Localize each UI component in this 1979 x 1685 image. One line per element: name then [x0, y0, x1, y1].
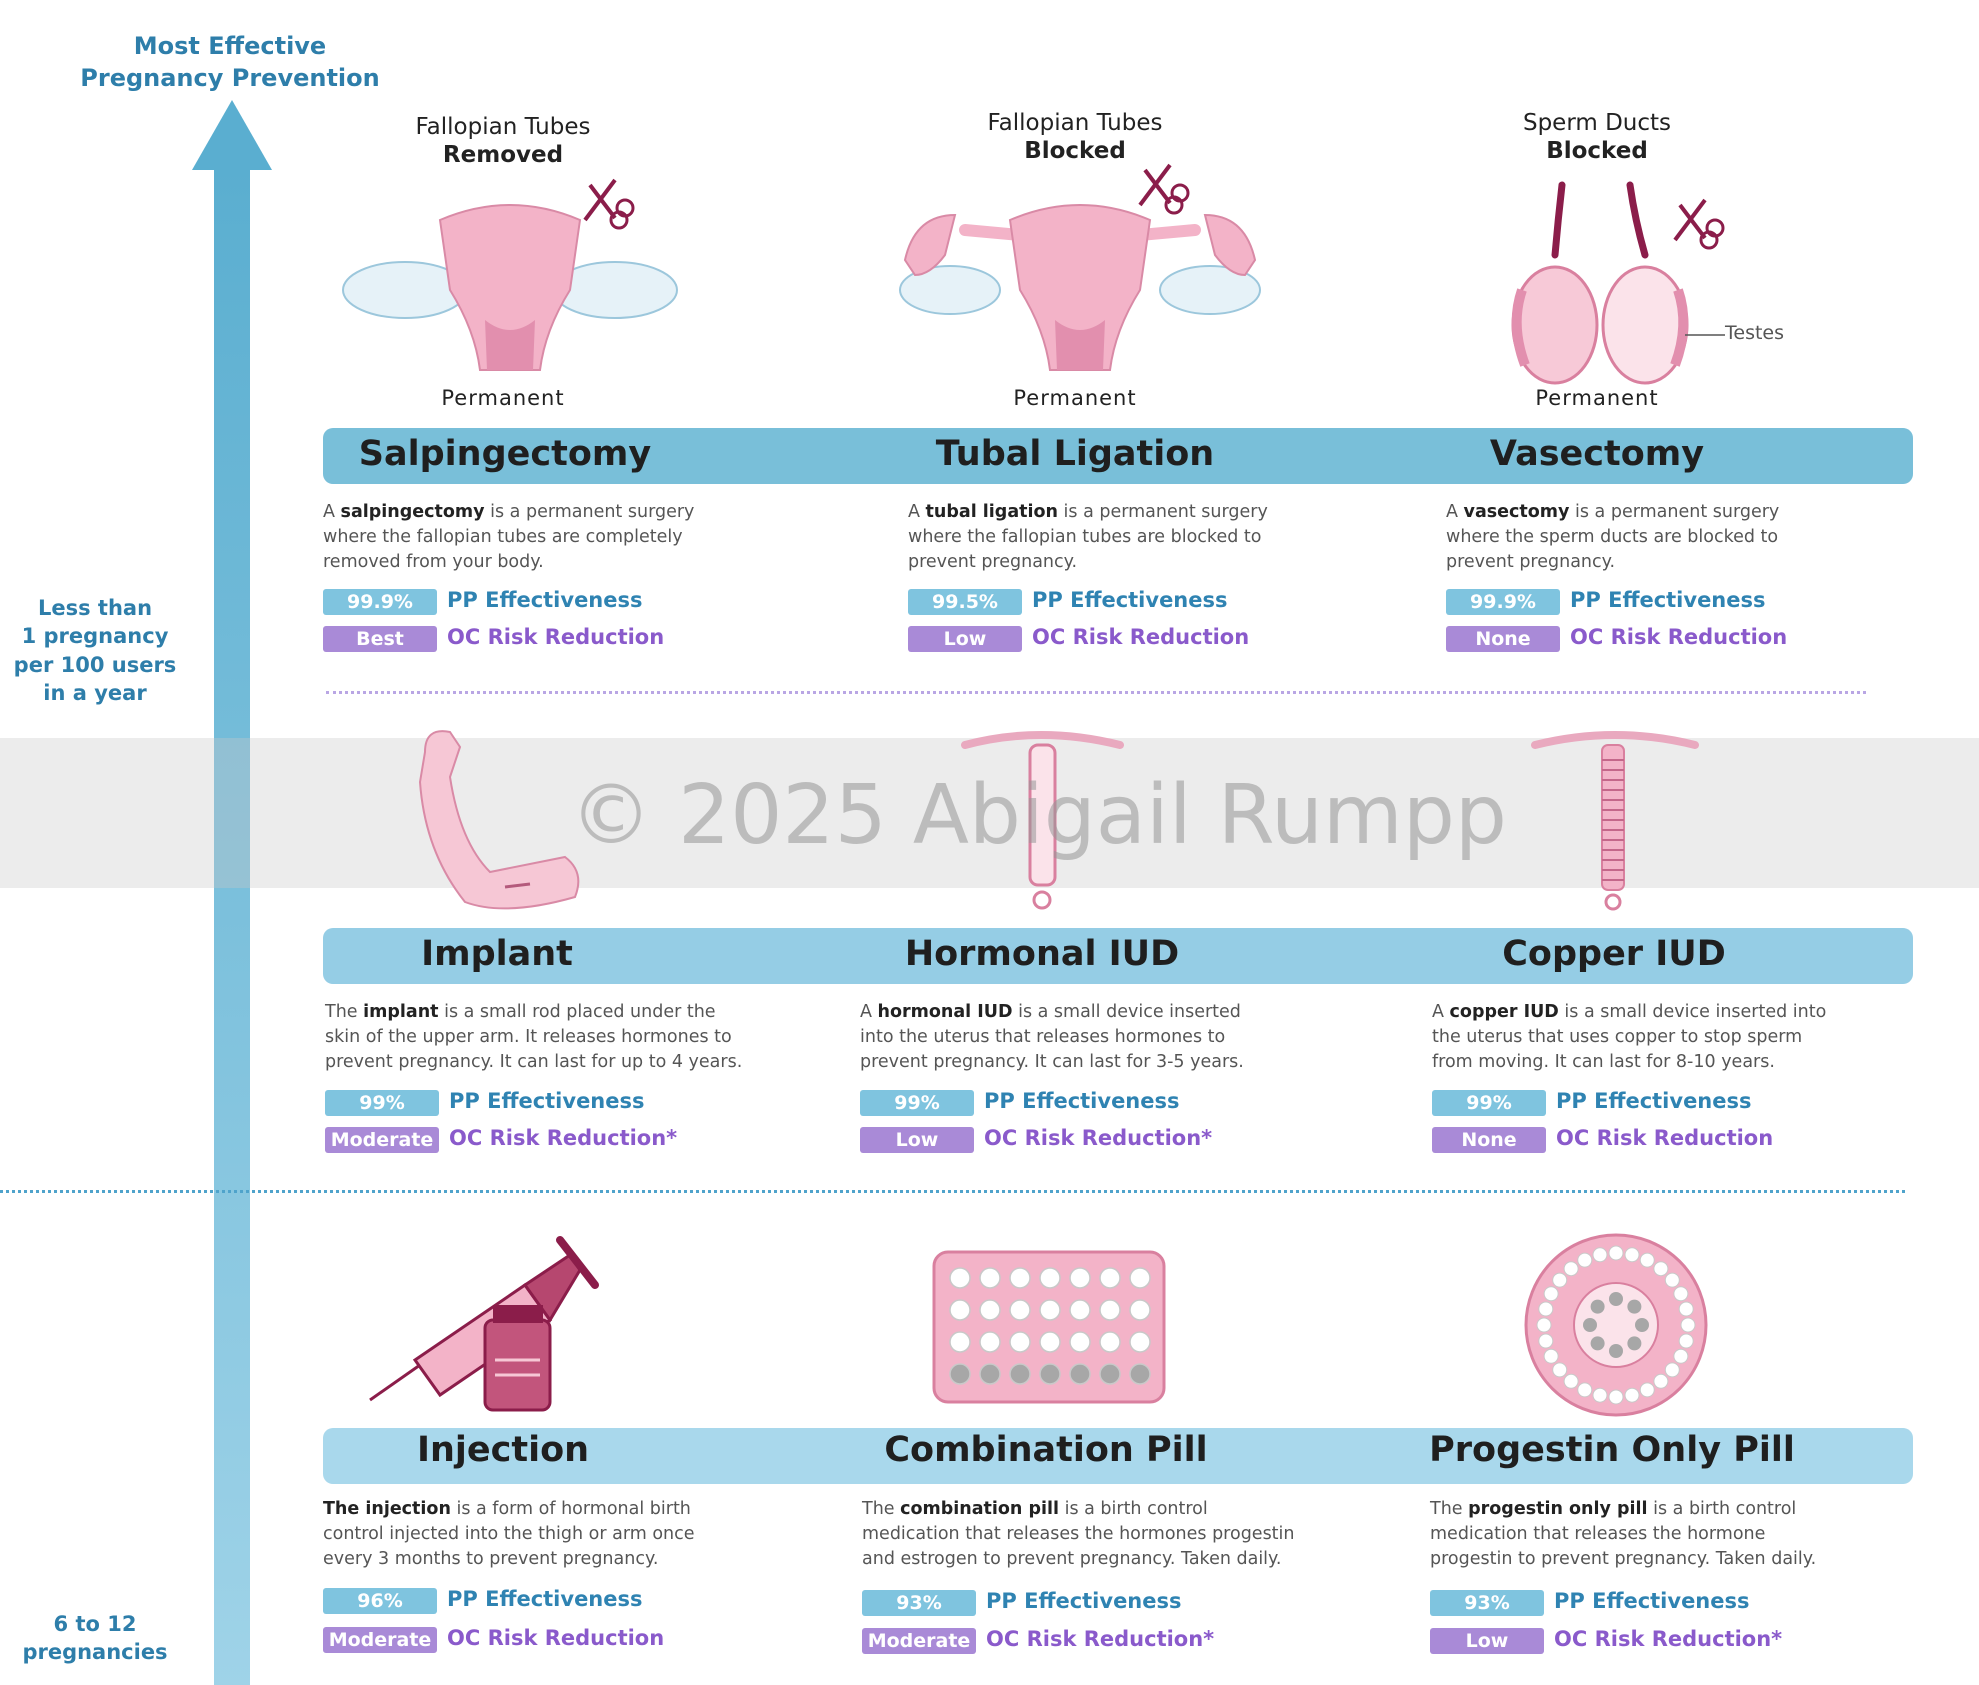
desc-term: The injection — [323, 1499, 451, 1519]
copper-iud-description — [1432, 1000, 1832, 1075]
oc-label: OC Risk Reduction — [1032, 625, 1250, 649]
effectiveness-tier-divider — [0, 1190, 1905, 1193]
dial-pill — [1654, 1262, 1668, 1276]
tubal-ligation-description — [908, 500, 1288, 575]
caption-line1: Sperm Ducts — [1522, 110, 1672, 136]
active-pill — [1070, 1332, 1090, 1352]
pp-value-badge: 99.9% — [323, 589, 437, 615]
desc-prefix: A — [908, 502, 926, 522]
active-pill — [1100, 1300, 1120, 1320]
row1-divider — [326, 691, 1866, 694]
oc-label: OC Risk Reduction* — [449, 1126, 678, 1150]
method-name-salpingectomy: Salpingectomy — [358, 434, 652, 474]
vasectomy-description — [1446, 500, 1826, 575]
oc-value-badge: Low — [1430, 1628, 1544, 1654]
axis-bottom-label — [10, 1610, 180, 1667]
dial-inner-pill — [1591, 1336, 1605, 1350]
oc-value-badge: Low — [908, 626, 1022, 652]
desc-body: is a form of hormonal birth control injected into the thigh or arm once every 3 months to prevent pregnancy. — [323, 1499, 695, 1569]
injection-description — [323, 1497, 743, 1572]
uterus-tubes-removed-illustration — [335, 170, 695, 380]
oc-value-badge: Moderate — [323, 1627, 437, 1653]
desc-body: is a permanent surgery where the fallopian tubes are blocked to prevent pregnancy. — [908, 502, 1268, 572]
dial-pill — [1625, 1388, 1639, 1402]
scissors-icon — [585, 180, 633, 228]
active-pill — [1100, 1332, 1120, 1352]
dial-pill — [1553, 1363, 1567, 1377]
active-pill — [1100, 1268, 1120, 1288]
dial-pill — [1564, 1374, 1578, 1388]
testes-ducts-blocked-illustration — [1500, 180, 1730, 380]
pp-label: PP Effectiveness — [984, 1089, 1180, 1113]
pp-label: PP Effectiveness — [447, 1587, 643, 1611]
pp-value-badge: 93% — [1430, 1590, 1544, 1616]
desc-body: is a permanent surgery where the fallopian tubes are completely removed from your body. — [323, 502, 695, 572]
dial-pill — [1578, 1253, 1592, 1267]
desc-prefix: A — [1432, 1002, 1450, 1022]
desc-term: salpingectomy — [340, 502, 485, 522]
method-name-vasectomy: Vasectomy — [1489, 434, 1705, 474]
dial-pill — [1553, 1273, 1567, 1287]
active-pill — [950, 1332, 970, 1352]
oc-label: OC Risk Reduction — [447, 1626, 665, 1650]
permanent-label: Permanent — [1535, 386, 1659, 410]
desc-body: is a small device inserted into the uterus that uses copper to stop sperm from moving. It can last for 8-10 years. — [1432, 1002, 1827, 1072]
dial-inner-pill — [1609, 1344, 1623, 1358]
salpingectomy-description — [323, 500, 743, 575]
uterus-tubes-blocked-illustration — [895, 165, 1265, 380]
desc-term: hormonal IUD — [877, 1002, 1013, 1022]
dial-pill — [1640, 1253, 1654, 1267]
oc-value-badge: Best — [323, 626, 437, 652]
pp-value-badge: 99% — [1432, 1090, 1546, 1116]
desc-prefix: A — [323, 502, 341, 522]
salpingectomy-caption — [353, 114, 653, 169]
axis-bottom-line1: 6 to 12 — [53, 1612, 137, 1636]
active-pill — [1130, 1268, 1150, 1288]
pp-value-badge: 93% — [862, 1590, 976, 1616]
desc-prefix: The — [1430, 1499, 1469, 1519]
dial-pill — [1679, 1334, 1693, 1348]
active-pill — [980, 1332, 1000, 1352]
oc-value-badge: None — [1432, 1127, 1546, 1153]
axis-top-line2: Pregnancy Prevention — [80, 64, 380, 93]
desc-body: is a small device inserted into the uterus that releases hormones to prevent pregnancy. It can last for 3-5 years. — [860, 1002, 1244, 1072]
pp-label: PP Effectiveness — [447, 588, 643, 612]
dial-pill — [1537, 1318, 1551, 1332]
arm-implant-illustration — [405, 722, 595, 912]
method-name-implant: Implant — [421, 934, 573, 974]
dial-inner-pill — [1609, 1292, 1623, 1306]
desc-prefix: A — [860, 1002, 878, 1022]
method-name-tubal-ligation: Tubal Ligation — [935, 434, 1215, 474]
dial-inner-pill — [1591, 1300, 1605, 1314]
pp-value-badge: 99% — [325, 1090, 439, 1116]
axis-mid-line4: in a year — [43, 681, 147, 706]
active-pill — [1040, 1332, 1060, 1352]
placebo-pill — [1010, 1364, 1030, 1384]
scissors-icon — [1140, 165, 1188, 213]
dial-pill — [1654, 1374, 1668, 1388]
dial-pill — [1681, 1318, 1695, 1332]
caption-line2: Blocked — [1024, 137, 1126, 164]
active-pill — [1010, 1268, 1030, 1288]
active-pill — [980, 1300, 1000, 1320]
dial-pill — [1544, 1349, 1558, 1363]
oc-value-badge: Moderate — [862, 1628, 976, 1654]
pp-value-badge: 99.9% — [1446, 589, 1560, 615]
dial-pill — [1578, 1383, 1592, 1397]
dial-pill — [1665, 1273, 1679, 1287]
dial-pill — [1609, 1246, 1623, 1260]
active-pill — [950, 1268, 970, 1288]
placebo-pill — [1040, 1364, 1060, 1384]
caption-line1: Fallopian Tubes — [987, 110, 1163, 136]
axis-mid-line3: per 100 users — [13, 652, 177, 677]
active-pill — [950, 1300, 970, 1320]
desc-prefix: The — [325, 1002, 364, 1022]
pp-value-badge: 96% — [323, 1588, 437, 1614]
dial-pill — [1564, 1262, 1578, 1276]
implant-description — [325, 1000, 745, 1075]
oc-value-badge: Low — [860, 1127, 974, 1153]
oc-label: OC Risk Reduction* — [984, 1126, 1213, 1150]
dial-pill — [1544, 1287, 1558, 1301]
oc-label: OC Risk Reduction — [1570, 625, 1788, 649]
desc-term: copper IUD — [1449, 1002, 1559, 1022]
vasectomy-caption — [1447, 110, 1747, 165]
axis-top-label — [60, 30, 400, 95]
axis-mid-line2: 1 pregnancy — [21, 624, 169, 649]
pp-label: PP Effectiveness — [1554, 1589, 1750, 1613]
caption-line2: Blocked — [1546, 137, 1648, 164]
scissors-icon — [1675, 200, 1723, 248]
progestin-only-pill-description — [1430, 1497, 1830, 1572]
placebo-pill — [1130, 1364, 1150, 1384]
dial-pill — [1539, 1334, 1553, 1348]
method-name-injection: Injection — [416, 1430, 590, 1470]
active-pill — [1130, 1332, 1150, 1352]
method-name-combination-pill: Combination Pill — [884, 1430, 1208, 1470]
axis-top-line1: Most Effective — [133, 32, 327, 60]
active-pill — [1040, 1268, 1060, 1288]
desc-term: combination pill — [900, 1499, 1060, 1519]
oc-label: OC Risk Reduction* — [986, 1627, 1215, 1651]
axis-mid-line1: Less than — [37, 596, 153, 620]
dial-inner-pill — [1635, 1318, 1649, 1332]
dial-pill — [1609, 1390, 1623, 1404]
active-pill — [1010, 1332, 1030, 1352]
oc-value-badge: Moderate — [325, 1127, 439, 1153]
method-name-hormonal-iud: Hormonal IUD — [904, 934, 1180, 974]
placebo-pill — [980, 1364, 1000, 1384]
permanent-label: Permanent — [441, 386, 565, 410]
oc-label: OC Risk Reduction* — [1554, 1627, 1783, 1651]
combination-pill-pack-illustration — [932, 1250, 1167, 1405]
active-pill — [1130, 1300, 1150, 1320]
dial-pill — [1674, 1287, 1688, 1301]
placebo-pill — [1070, 1364, 1090, 1384]
tubal-ligation-caption — [925, 110, 1225, 165]
oc-value-badge: None — [1446, 626, 1560, 652]
combination-pill-description — [862, 1497, 1302, 1572]
method-name-progestin-only-pill: Progestin Only Pill — [1429, 1430, 1795, 1470]
pp-label: PP Effectiveness — [1556, 1089, 1752, 1113]
copyright-watermark: © 2025 Abigail Rumpp — [570, 768, 1507, 863]
injection-syringe-illustration — [365, 1225, 605, 1415]
caption-line1: Fallopian Tubes — [415, 114, 591, 140]
dial-inner-pill — [1583, 1318, 1597, 1332]
desc-term: tubal ligation — [925, 502, 1058, 522]
testes-label: Testes — [1725, 322, 1785, 344]
desc-body: is a birth control medication that releases the hormones progestin and estrogen to prevent pregnancy. Taken daily. — [862, 1499, 1295, 1569]
pp-label: PP Effectiveness — [986, 1589, 1182, 1613]
desc-body: is a permanent surgery where the sperm ducts are blocked to prevent pregnancy. — [1446, 502, 1780, 572]
progestin-pill-dial-illustration — [1523, 1232, 1709, 1418]
desc-term: vasectomy — [1463, 502, 1570, 522]
desc-prefix: The — [862, 1499, 901, 1519]
desc-body: is a small rod placed under the skin of the upper arm. It releases hormones to prevent pregnancy. It can last for up to 4 years. — [325, 1002, 743, 1072]
axis-mid-label — [10, 594, 180, 707]
placebo-pill — [950, 1364, 970, 1384]
dial-pill — [1674, 1349, 1688, 1363]
dial-pill — [1665, 1363, 1679, 1377]
dial-inner-pill — [1627, 1300, 1641, 1314]
effectiveness-arrow-head — [192, 100, 272, 170]
placebo-pill — [1100, 1364, 1120, 1384]
dial-pill — [1539, 1302, 1553, 1316]
pp-label: PP Effectiveness — [449, 1089, 645, 1113]
hormonal-iud-description — [860, 1000, 1250, 1075]
active-pill — [980, 1268, 1000, 1288]
dial-pill — [1593, 1388, 1607, 1402]
active-pill — [1010, 1300, 1030, 1320]
active-pill — [1040, 1300, 1060, 1320]
oc-label: OC Risk Reduction — [447, 625, 665, 649]
dial-pill — [1640, 1383, 1654, 1397]
method-name-copper-iud: Copper IUD — [1502, 934, 1726, 974]
oc-label: OC Risk Reduction — [1556, 1126, 1774, 1150]
pp-value-badge: 99.5% — [908, 589, 1022, 615]
pp-label: PP Effectiveness — [1032, 588, 1228, 612]
axis-bottom-line2: pregnancies — [22, 1640, 168, 1665]
desc-term: progestin only pill — [1468, 1499, 1648, 1519]
pp-label: PP Effectiveness — [1570, 588, 1766, 612]
dial-pill — [1625, 1248, 1639, 1262]
pp-value-badge: 99% — [860, 1090, 974, 1116]
caption-line2: Removed — [442, 141, 564, 168]
desc-prefix: A — [1446, 502, 1464, 522]
desc-body: is a birth control medication that releases the hormone progestin to prevent pregnancy. Taken daily. — [1430, 1499, 1817, 1569]
active-pill — [1070, 1268, 1090, 1288]
dial-inner-pill — [1627, 1336, 1641, 1350]
permanent-label: Permanent — [1013, 386, 1137, 410]
copper-iud-illustration — [1530, 730, 1700, 915]
desc-term: implant — [363, 1002, 439, 1022]
dial-pill — [1593, 1248, 1607, 1262]
dial-pill — [1679, 1302, 1693, 1316]
active-pill — [1070, 1300, 1090, 1320]
